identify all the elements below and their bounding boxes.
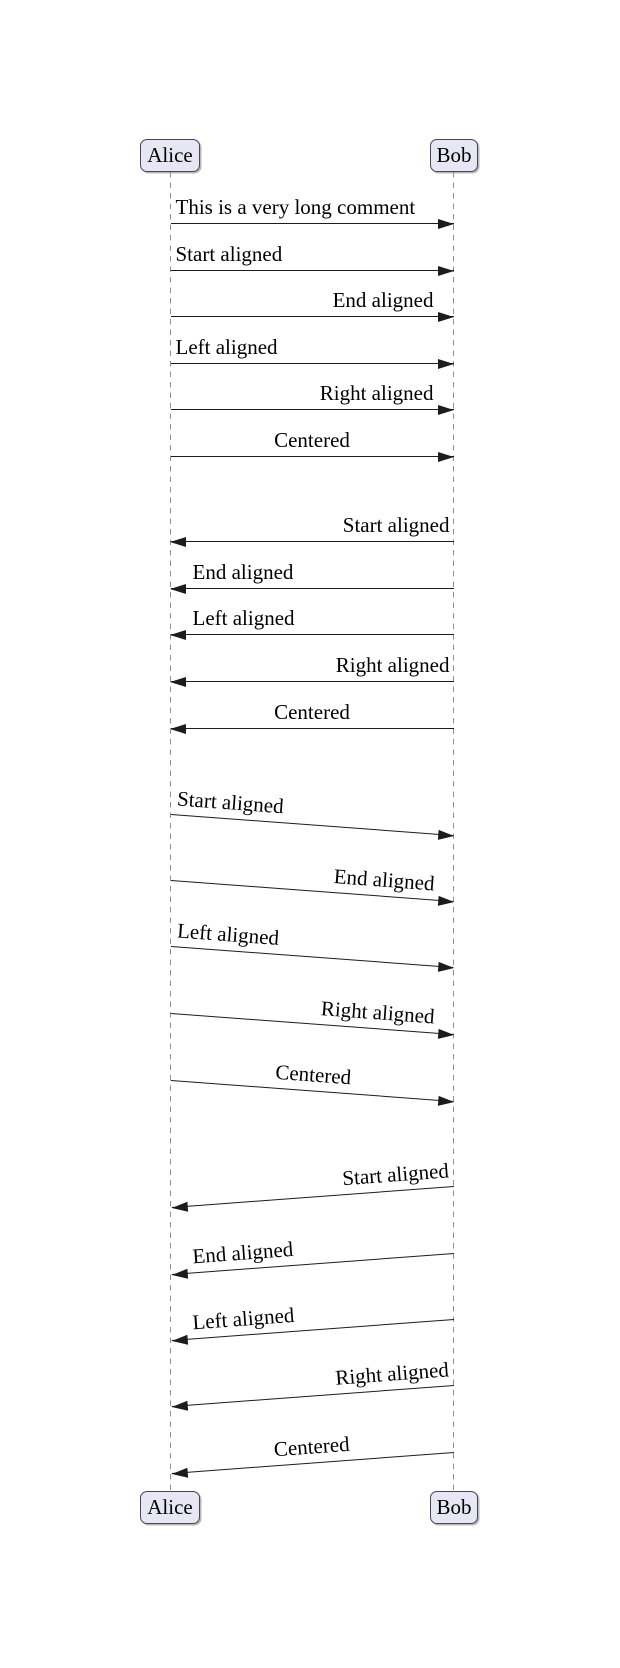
message-label: Centered [274,1060,352,1090]
message-label: Centered [274,700,350,725]
message-label: Start aligned [340,1158,450,1191]
message-arrow-ltr [170,996,452,1035]
message-arrow-rtl [171,1158,453,1208]
arrowhead-icon [438,359,454,369]
message-arrow-ltr [171,288,454,317]
message-arrow-rtl [171,1237,453,1275]
arrowhead-icon [170,1401,187,1412]
actor-box-alice-bottom [140,1491,200,1524]
message-arrow-ltr [170,786,452,836]
message-arrow-rtl [171,560,454,589]
message-label: Left aligned [192,606,295,631]
message-label: Left aligned [175,335,278,360]
message-arrow-rtl [171,513,454,542]
actor-box-bob-bottom [430,1491,478,1524]
message-label: End aligned [191,1237,294,1269]
actor-label-bob: Bob [436,1495,472,1519]
message-arrow-ltr [171,381,454,410]
message-arrow-rtl [171,606,454,635]
arrowhead-icon [437,1029,454,1040]
arrowhead-icon [438,405,454,415]
message-arrow-ltr [171,242,454,271]
arrowhead-icon [170,630,186,640]
arrowhead-icon [437,1096,454,1107]
message-label: End aligned [332,288,434,313]
arrowhead-icon [438,219,454,229]
message-label: Right aligned [319,381,434,406]
arrowhead-icon [170,677,186,687]
message-label: Centered [272,1432,350,1462]
arrowhead-icon [170,1269,187,1280]
message-arrow-rtl [171,1357,453,1407]
actor-label-bob: Bob [436,143,472,167]
message-arrow-ltr [171,195,454,224]
arrowhead-icon [437,962,454,973]
message-arrow-ltr [170,864,452,902]
message-arrow-rtl [171,1303,453,1341]
arrowhead-icon [438,312,454,322]
message-label: End aligned [192,560,294,585]
message-label: Start aligned [342,513,450,538]
message-arrow-ltr [171,428,454,457]
message-arrow-rtl [171,1432,453,1474]
message-arrow-rtl [171,700,454,729]
message-label: Start aligned [175,242,283,267]
message-label: Start aligned [175,786,285,819]
lifeline-alice [170,172,172,1491]
actor-box-alice-top [140,139,200,172]
message-arrow-ltr [171,335,454,364]
message-label: End aligned [332,864,435,896]
message-label: Right aligned [319,996,435,1029]
message-label: Left aligned [175,918,280,951]
arrowhead-icon [170,1335,187,1346]
message-arrow-ltr [170,1060,452,1102]
arrowhead-icon [170,1202,187,1213]
message-label: Left aligned [191,1303,295,1335]
arrowhead-icon [170,724,186,734]
arrowhead-icon [170,537,186,547]
message-label: Centered [274,428,350,453]
message-arrow-ltr [170,918,452,968]
arrowhead-icon [438,452,454,462]
message-label: This is a very long comment [175,195,416,220]
arrowhead-icon [437,830,454,841]
arrowhead-icon [170,584,186,594]
arrowhead-icon [437,896,454,907]
arrowhead-icon [438,266,454,276]
arrowhead-icon [170,1468,187,1479]
actor-label-alice: Alice [147,143,193,167]
message-label: Right aligned [333,1357,450,1390]
message-label: Right aligned [335,653,450,678]
actor-label-alice: Alice [147,1495,193,1519]
message-arrow-rtl [171,653,454,682]
actor-box-bob-top [430,139,478,172]
